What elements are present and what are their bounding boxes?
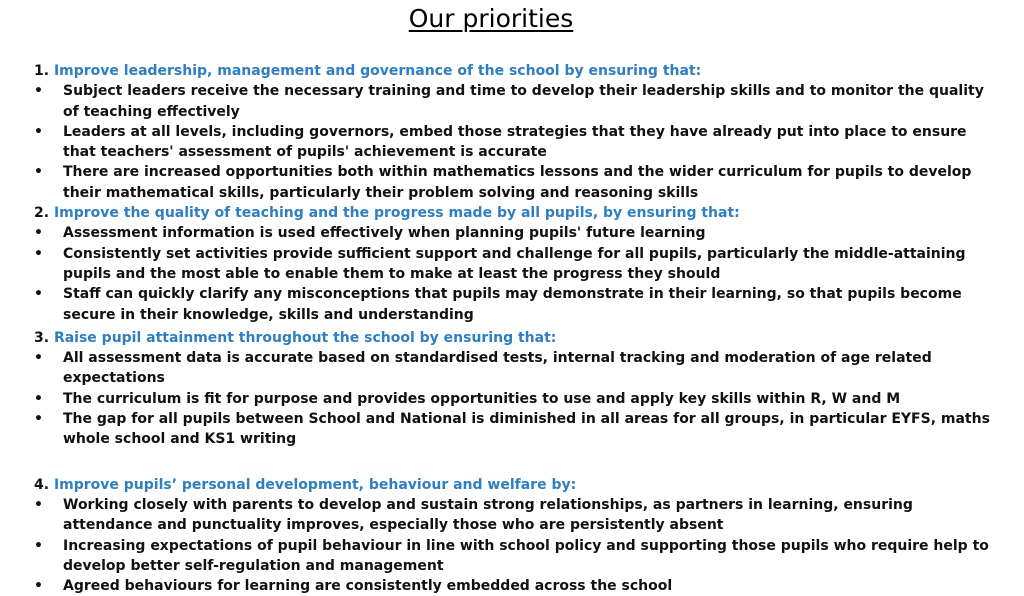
- priority-1-heading: [34, 61, 998, 81]
- priority-number: 1.: [34, 63, 50, 79]
- priority-3-heading: [34, 328, 998, 348]
- priority-number: 2.: [34, 205, 50, 222]
- priority-1-bullets: [34, 81, 998, 203]
- priority-3-bullets: [34, 348, 998, 449]
- page-title: Our priorities: [408, 4, 574, 33]
- priority-number: 3.: [34, 329, 50, 346]
- priority-heading-text: Improve pupils’ personal development, behaviour and welfare by:: [53, 476, 577, 493]
- bullet-item: • Working closely with parents to develop and sustain strong relationships, as partners in learning, ensuring attendance and punctuality improves, especially those who are persistently absent: [34, 495, 998, 536]
- priority-heading-text: Raise pupil attainment throughout the school by ensuring that:: [53, 329, 557, 346]
- priority-number: 4.: [34, 476, 50, 493]
- bullet-item: • Staff can quickly clarify any misconceptions that pupils may demonstrate in their learning, so that pupils become secure in their knowledge, skills and understanding: [34, 284, 998, 325]
- priority-2-bullets: [34, 223, 998, 324]
- bullet-item: • Subject leaders receive the necessary training and time to develop their leadership skills and to monitor the quality of teaching effectively: [34, 81, 998, 122]
- priorities-list: [34, 61, 998, 596]
- bullet-item: • The gap for all pupils between School and National is diminished in all areas for all groups, in particular EYFS, maths whole school and KS1 writing: [34, 409, 998, 450]
- bullet-item: • All assessment data is accurate based on standardised tests, internal tracking and moderation of age related expectations: [34, 348, 998, 389]
- bullet-item: • Agreed behaviours for learning are consistently embedded across the school: [34, 576, 998, 596]
- priority-heading-text: Improve the quality of teaching and the progress made by all pupils, by ensuring that:: [53, 205, 740, 222]
- priority-4-heading: [34, 475, 998, 495]
- bullet-item: • Assessment information is used effectively when planning pupils' future learning: [34, 223, 998, 243]
- priority-2-heading: [34, 203, 998, 223]
- priority-heading-text: Improve leadership, management and governance of the school by ensuring that:: [53, 63, 702, 79]
- bullet-item: • There are increased opportunities both within mathematics lessons and the wider curriculum for pupils to develop their mathematical skills, particularly their problem solving and reasoning skills: [34, 162, 998, 203]
- priority-4-bullets: [34, 495, 998, 596]
- bullet-item: • Consistently set activities provide sufficient support and challenge for all pupils, particularly the middle-attaining pupils and the most able to enable them to make at least the progress they should: [34, 244, 998, 285]
- bullet-item: • The curriculum is fit for purpose and provides opportunities to use and apply key skills within R, W and M: [34, 389, 998, 409]
- bullet-item: • Increasing expectations of pupil behaviour in line with school policy and supporting those pupils who require help to develop better self-regulation and management: [34, 536, 998, 577]
- bullet-item: • Leaders at all levels, including governors, embed those strategies that they have already put into place to ensure that teachers' assessment of pupils' achievement is accurate: [34, 122, 998, 163]
- spacer: [34, 450, 998, 475]
